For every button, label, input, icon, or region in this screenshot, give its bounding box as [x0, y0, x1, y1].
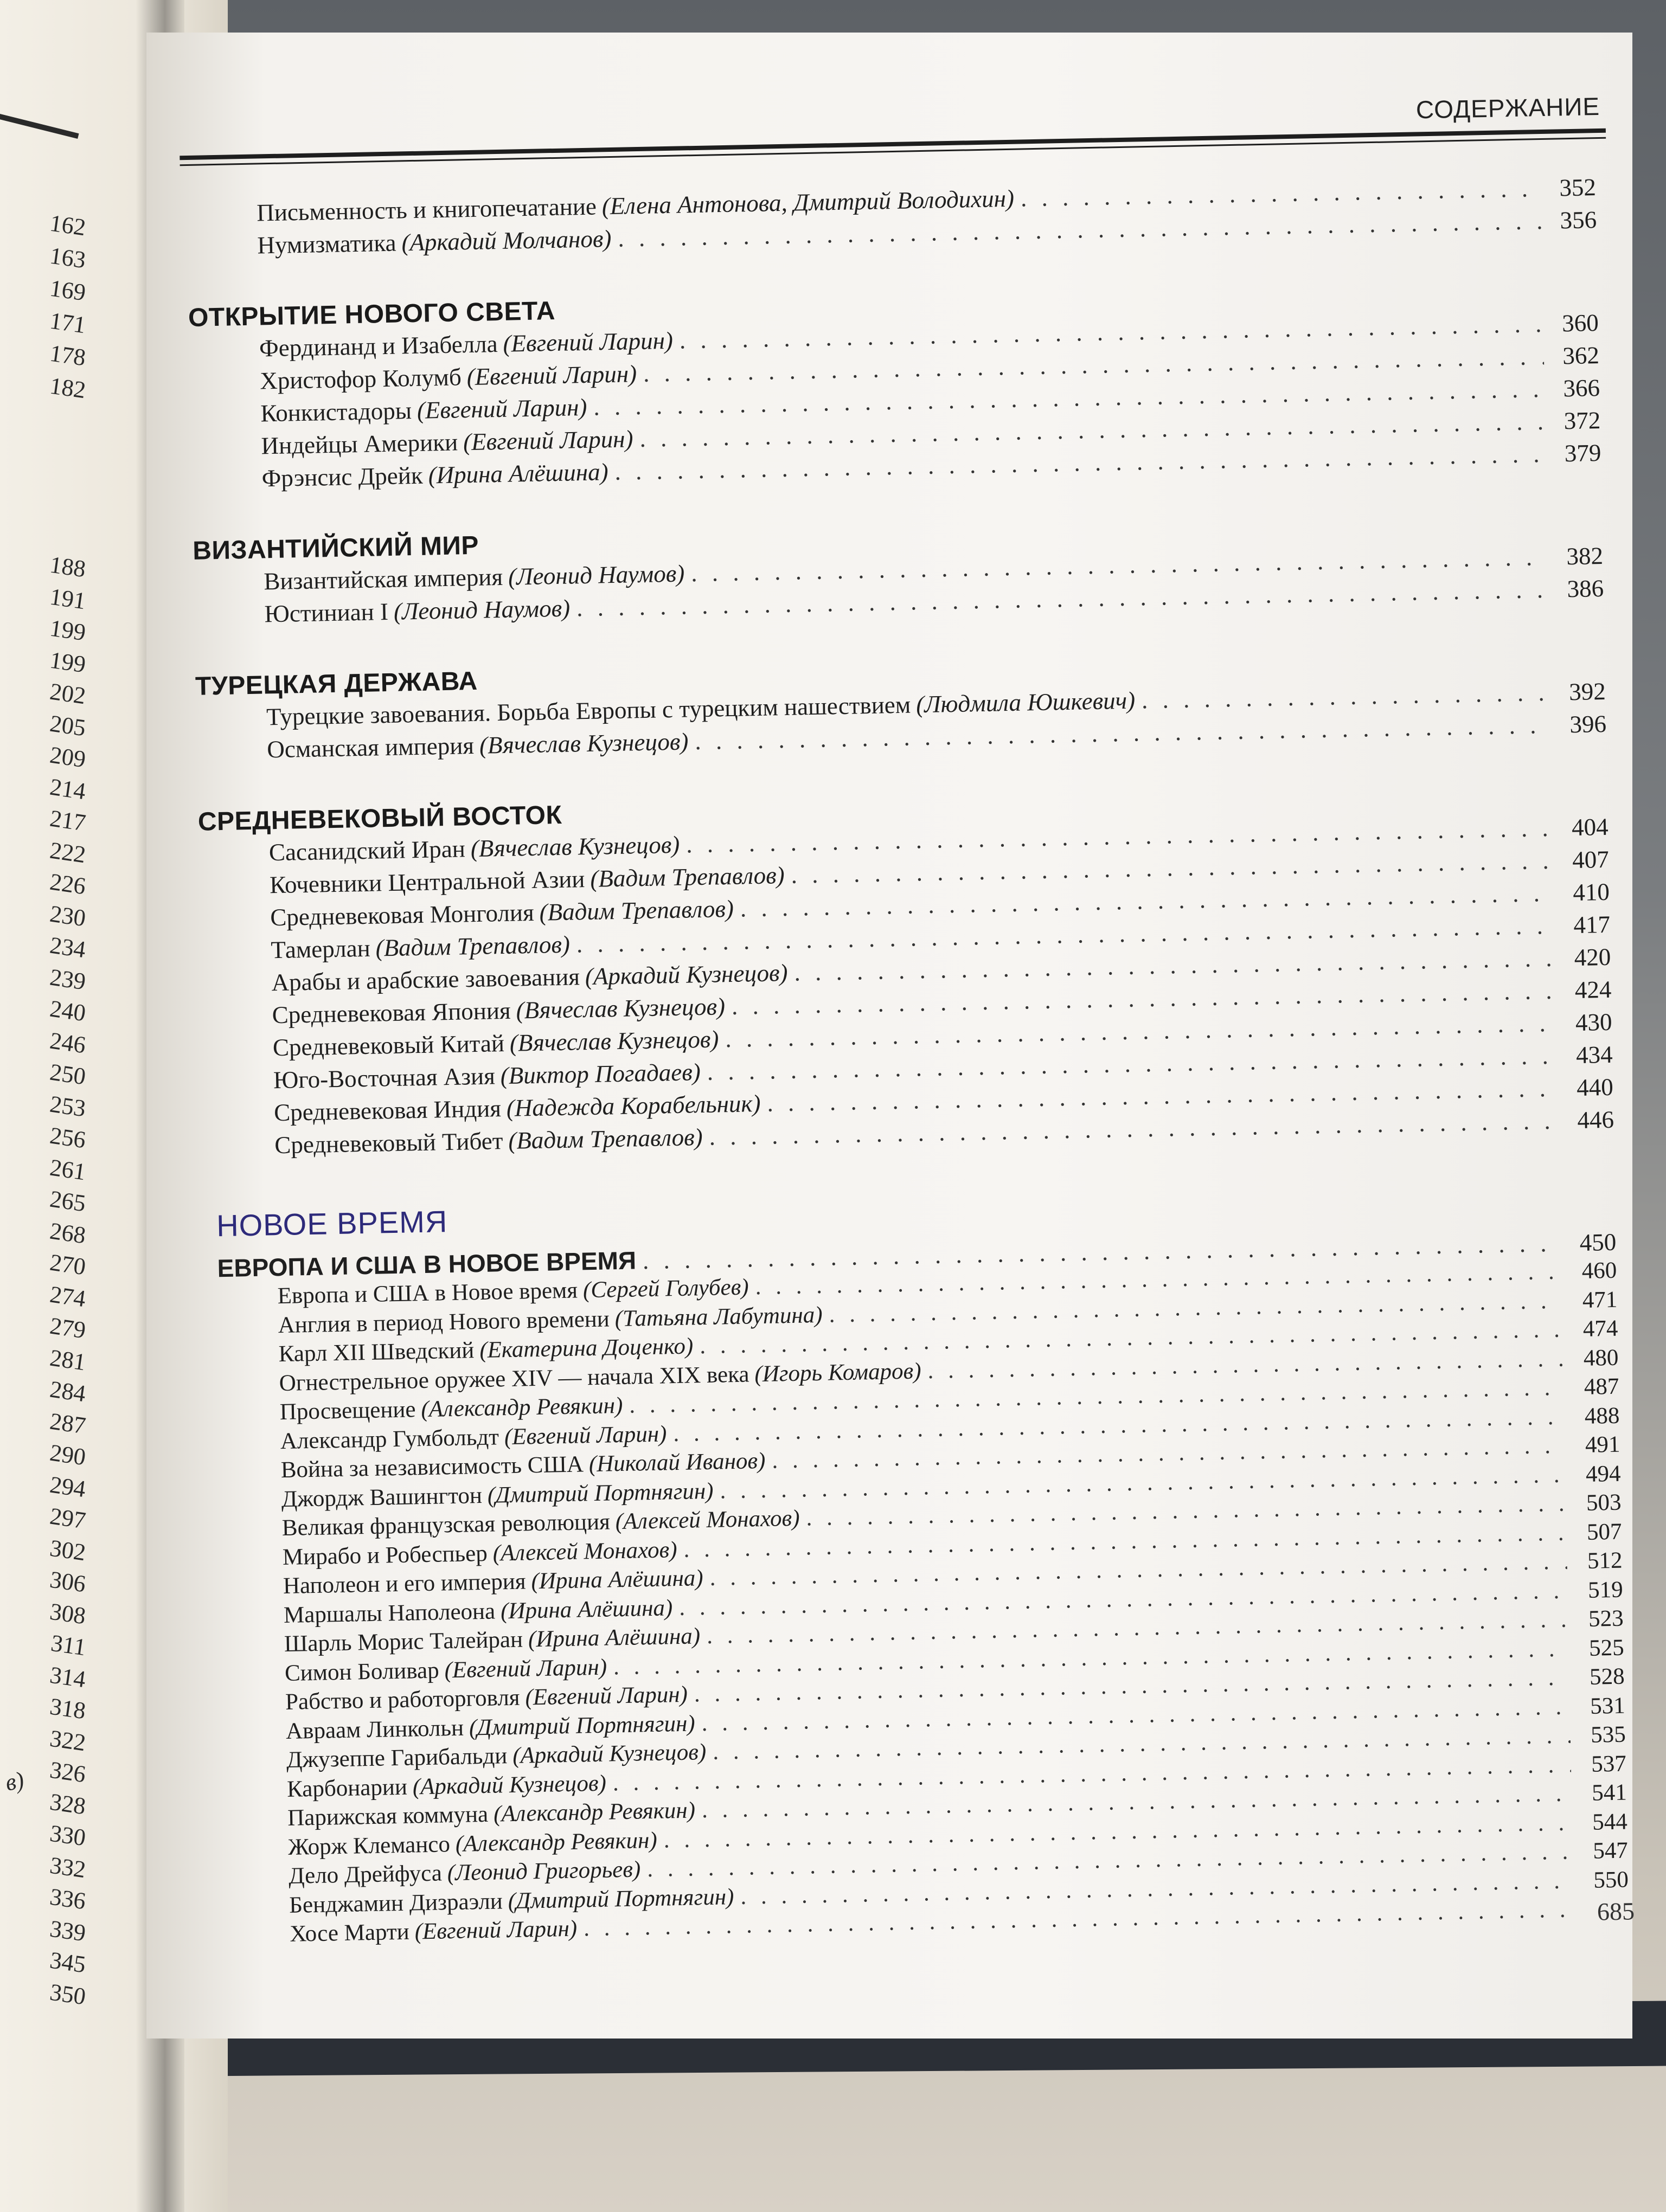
entry-title: Бенджамин Дизраэли	[289, 1888, 503, 1918]
left-page-number: 279	[48, 1312, 88, 1344]
entry-title: Средневековый Тибет	[274, 1127, 503, 1159]
entry-page: 372	[1564, 407, 1601, 435]
entry-author: (Вячеслав Кузнецов)	[479, 728, 689, 759]
entry-page: 528	[1589, 1663, 1625, 1690]
entry-author: (Аркадий Молчанов)	[401, 224, 612, 256]
entry-title: Средневековый Китай	[272, 1030, 505, 1062]
entry-title: Арабы и арабские завоевания	[271, 963, 580, 996]
left-page-number: 182	[48, 372, 88, 404]
left-page-number: 302	[48, 1534, 88, 1566]
left-page-number: 287	[48, 1407, 88, 1439]
entry-title: Маршалы Наполеона	[283, 1598, 496, 1628]
entry-page: 537	[1591, 1751, 1627, 1777]
left-page-number: 256	[48, 1122, 88, 1154]
entry-author: (Алексей Монахов)	[492, 1536, 677, 1566]
entry-page: 503	[1586, 1489, 1622, 1516]
left-page-number: 318	[48, 1693, 88, 1725]
entry-author: (Евгений Ларин)	[504, 1420, 667, 1450]
entry-author: (Татьяна Лабутина)	[614, 1302, 823, 1332]
section-heading: ТУРЕЦКАЯ ДЕРЖАВА	[195, 666, 478, 701]
entry-page: 512	[1587, 1547, 1623, 1574]
entry-page: 356	[1560, 206, 1597, 234]
left-page-number: 222	[48, 837, 88, 868]
left-page-number: 281	[48, 1344, 88, 1375]
entry-page: 424	[1574, 975, 1612, 1004]
left-page-number: 209	[48, 741, 88, 773]
left-page-number: 214	[48, 773, 88, 805]
entry-author: (Евгений Ларин)	[503, 326, 674, 357]
entry-page: 396	[1569, 710, 1607, 738]
entry-page: 362	[1562, 342, 1600, 370]
left-page-number: 253	[48, 1090, 88, 1122]
entry-title: Сасанидский Иран	[268, 835, 466, 866]
entry-author: (Людмила Юшкевич)	[915, 686, 1136, 718]
entry-page: 407	[1572, 845, 1610, 874]
entry-author: (Алексей Монахов)	[615, 1505, 800, 1535]
entry-title: Шарль Морис Талейран	[284, 1626, 523, 1657]
left-page-number: 274	[48, 1281, 88, 1312]
entry-page: 352	[1559, 173, 1597, 202]
entry-title: Хосе Марти	[289, 1919, 410, 1947]
entry-author: (Евгений Ларин)	[444, 1654, 607, 1683]
entry-page: 420	[1574, 943, 1611, 972]
left-page-number: 178	[48, 339, 88, 371]
entry-page: 440	[1576, 1073, 1614, 1102]
left-page-number: 199	[48, 614, 88, 646]
left-page-fragment: в)	[3, 1766, 27, 1796]
entry-author: (Ирина Алёшина)	[428, 458, 609, 489]
left-page-number: 297	[48, 1502, 88, 1534]
entry-page: 531	[1590, 1693, 1626, 1719]
entry-title: Конкистадоры	[260, 397, 412, 427]
entry-author: (Евгений Ларин)	[416, 393, 587, 424]
entry-title: Индейцы Америки	[261, 428, 458, 460]
left-page-number: 268	[48, 1217, 88, 1249]
entry-title: Христофор Колумб	[259, 363, 462, 395]
entry-author: (Ирина Алёшина)	[528, 1623, 701, 1652]
left-page-number: 311	[49, 1629, 88, 1661]
section-heading: СРЕДНЕВЕКОВЫЙ ВОСТОК	[197, 800, 562, 837]
entry-author: (Вячеслав Кузнецов)	[516, 993, 726, 1024]
left-page-number: 270	[48, 1249, 88, 1281]
entry-title: Великая французская революция	[281, 1509, 611, 1541]
section-heading: ОТКРЫТИЕ НОВОГО СВЕТА	[188, 296, 556, 332]
left-page-number: 163	[48, 242, 88, 274]
entry-page: 519	[1587, 1577, 1624, 1603]
left-page-number: 162	[48, 209, 88, 241]
entry-title: Огнестрельное оружее XIV — начала XIX века	[279, 1361, 749, 1396]
entry-page: 404	[1571, 813, 1609, 841]
entry-author: (Александр Ревякин)	[455, 1827, 658, 1857]
left-page-number: 250	[48, 1058, 88, 1090]
entry-author: (Леонид Наумов)	[393, 594, 571, 625]
entry-page: 474	[1582, 1315, 1618, 1342]
entry-author: (Леонид Наумов)	[508, 560, 685, 590]
entry-title: Жорж Клемансо	[287, 1831, 451, 1860]
left-page-number: 314	[48, 1661, 88, 1693]
entry-page: 366	[1563, 374, 1600, 402]
entry-author: (Дмитрий Портнягин)	[469, 1711, 696, 1741]
left-page-number: 230	[48, 900, 88, 931]
entry-author: (Игорь Комаров)	[754, 1358, 921, 1387]
entry-author: (Леонид Григорьев)	[447, 1856, 641, 1886]
entry-page: 507	[1586, 1519, 1622, 1545]
left-page-number: 284	[48, 1375, 88, 1407]
entry-title: Юго-Восточная Азия	[273, 1062, 496, 1094]
left-page-number: 332	[48, 1851, 88, 1883]
entry-title: Византийская империя	[263, 563, 503, 595]
left-page-number: 234	[48, 931, 88, 963]
left-page-rule	[0, 114, 79, 139]
left-page-number: 336	[48, 1883, 88, 1915]
entry-page: 480	[1583, 1345, 1619, 1371]
left-page-number: 246	[48, 1027, 88, 1058]
entry-title: Просвещение	[279, 1397, 416, 1425]
left-page-number: 330	[48, 1819, 88, 1851]
left-page-number: 169	[48, 274, 88, 306]
section-heading: ЕВРОПА И США В НОВОЕ ВРЕМЯ	[217, 1246, 637, 1283]
entry-title: Авраам Линкольн	[285, 1715, 464, 1744]
toc-content	[157, 91, 1657, 1989]
entry-title: Европа и США в Новое время	[277, 1277, 578, 1309]
entry-title: Нумизматика	[257, 229, 396, 259]
entry-author: (Евгений Ларин)	[414, 1915, 578, 1945]
page-number: 685	[1597, 1897, 1635, 1926]
entry-title: Средневековая Япония	[272, 996, 511, 1029]
entry-author: (Надежда Корабельник)	[506, 1089, 761, 1122]
left-page-number: 308	[48, 1598, 88, 1629]
entry-page: 460	[1581, 1257, 1617, 1284]
entry-title: Средневековая Монголия	[270, 898, 535, 931]
entry-page: 525	[1588, 1635, 1625, 1661]
entry-author: (Вадим Трепавлов)	[589, 861, 785, 892]
entry-title: Кочевники Центральной Азии	[269, 865, 585, 899]
entry-title: Джордж Вашингтон	[281, 1482, 483, 1512]
left-page-number: 199	[48, 646, 88, 678]
entry-page: 434	[1575, 1040, 1613, 1069]
entry-page: 379	[1564, 439, 1601, 467]
entry-author: (Вадим Трепавлов)	[539, 895, 734, 926]
entry-page: 392	[1568, 677, 1606, 706]
entry-page: 487	[1584, 1373, 1619, 1400]
entry-title: Англия в период Нового времени	[278, 1306, 610, 1338]
entry-title: Симон Боливар	[284, 1657, 440, 1686]
entry-page: 471	[1582, 1287, 1618, 1313]
entry-page: 550	[1593, 1867, 1629, 1893]
entry-author: (Ирина Алёшина)	[531, 1565, 704, 1594]
entry-author: (Дмитрий Портнягин)	[508, 1883, 734, 1914]
entry-title: Дело Дрейфуса	[288, 1860, 443, 1889]
entry-title: Джузеппе Гарибальди	[286, 1743, 508, 1773]
entry-title: Карбонарии	[286, 1774, 408, 1802]
entry-page: 544	[1592, 1809, 1628, 1835]
entry-page: 450	[1579, 1228, 1617, 1257]
entry-title: Османская империя	[266, 732, 475, 763]
entry-author: (Сергей Голубев)	[582, 1274, 749, 1303]
entry-author: (Александр Ревякин)	[493, 1797, 696, 1827]
left-page-number: 326	[48, 1756, 88, 1788]
left-page-number: 306	[48, 1566, 88, 1598]
entry-author: (Аркадий Кузнецов)	[512, 1739, 707, 1769]
entry-title: Фердинанд и Изабелла	[259, 330, 498, 362]
entry-author: (Александр Ревякин)	[420, 1392, 623, 1423]
entry-title: Тамерлан	[270, 934, 371, 964]
entry-page: 523	[1588, 1605, 1624, 1632]
entry-page: 488	[1584, 1403, 1620, 1429]
left-page-number: 205	[48, 710, 88, 741]
left-page-number: 328	[48, 1788, 88, 1819]
entry-author: (Виктор Погадаев)	[500, 1058, 701, 1090]
entry-page: 410	[1572, 878, 1610, 906]
entry-page: 386	[1567, 574, 1604, 603]
left-page-number: 261	[48, 1154, 88, 1185]
left-page-number: 188	[48, 551, 88, 583]
entry-page: 430	[1575, 1008, 1612, 1037]
entry-title: Наполеон и его империя	[283, 1568, 526, 1599]
entry-author: (Вадим Трепавлов)	[508, 1123, 703, 1154]
dot-leader	[1142, 678, 1551, 714]
left-page-number: 345	[48, 1946, 88, 1978]
left-page-number: 240	[48, 995, 88, 1027]
left-page-number: 322	[48, 1725, 88, 1756]
entry-author: (Аркадий Кузнецов)	[412, 1770, 607, 1800]
entry-author: (Николай Иванов)	[588, 1448, 766, 1477]
left-page-number: 350	[48, 1978, 88, 2010]
entry-author: (Евгений Ларин)	[524, 1681, 688, 1711]
entry-author: (Аркадий Кузнецов)	[585, 959, 788, 991]
header-rule	[180, 128, 1606, 160]
entry-title: Война за независимость США	[280, 1451, 584, 1483]
entry-title: Средневековая Индия	[273, 1095, 502, 1127]
entry-author: (Вячеслав Кузнецов)	[470, 831, 680, 863]
left-page-number: 290	[48, 1439, 88, 1471]
left-page-number: 191	[48, 583, 88, 614]
entry-title: Рабство и работорговля	[285, 1684, 520, 1715]
entry-author: (Екатерина Доценко)	[479, 1333, 694, 1364]
left-page-number: 202	[48, 678, 88, 710]
entry-page: 417	[1573, 910, 1611, 939]
entry-title: Карл XII Шведский	[278, 1338, 475, 1367]
entry-page: 360	[1561, 309, 1599, 337]
left-page-number: 239	[48, 963, 88, 995]
entry-author: (Вячеслав Кузнецов)	[509, 1025, 719, 1057]
left-page-number: 294	[48, 1471, 88, 1502]
left-page-number: 265	[48, 1185, 88, 1217]
left-page-number: 226	[48, 868, 88, 900]
entry-page: 547	[1592, 1837, 1629, 1864]
entry-title: Юстиниан I	[264, 597, 389, 628]
left-page-number: 171	[48, 307, 88, 339]
left-page-number: 217	[48, 805, 88, 837]
entry-title: Фрэнсис Дрейк	[261, 461, 424, 492]
entry-author: (Евгений Ларин)	[466, 360, 637, 391]
entry-page: 491	[1585, 1431, 1620, 1458]
entry-author: (Елена Антонова, Дмитрий Володихин)	[601, 184, 1015, 220]
entry-title: Александр Гумбольдт	[280, 1424, 499, 1454]
entry-author: (Дмитрий Портнягин)	[487, 1478, 714, 1508]
era-heading: НОВОЕ ВРЕМЯ	[216, 1204, 448, 1243]
section-heading: ВИЗАНТИЙСКИЙ МИР	[192, 531, 479, 565]
entry-page: 494	[1585, 1461, 1621, 1487]
entry-title: Мирабо и Робеспьер	[282, 1540, 488, 1570]
entry-page: 541	[1591, 1779, 1627, 1806]
entry-author: (Евгений Ларин)	[463, 425, 633, 456]
entry-title: Письменность и книгопечатание	[256, 192, 597, 227]
entry-page: 446	[1577, 1105, 1614, 1134]
entry-page: 382	[1566, 542, 1604, 570]
dot-leader	[1020, 174, 1541, 212]
entry-title: Турецкие завоевания. Борьба Европы с турецким нашествием	[266, 691, 911, 731]
entry-title: Парижская коммуна	[287, 1801, 489, 1831]
running-head: СОДЕРЖАНИЕ	[1415, 92, 1600, 124]
left-page-number: 339	[48, 1915, 88, 1946]
entry-author: (Вадим Трепавлов)	[375, 930, 571, 962]
entry-page: 535	[1590, 1721, 1626, 1748]
entry-author: (Ирина Алёшина)	[500, 1594, 673, 1624]
